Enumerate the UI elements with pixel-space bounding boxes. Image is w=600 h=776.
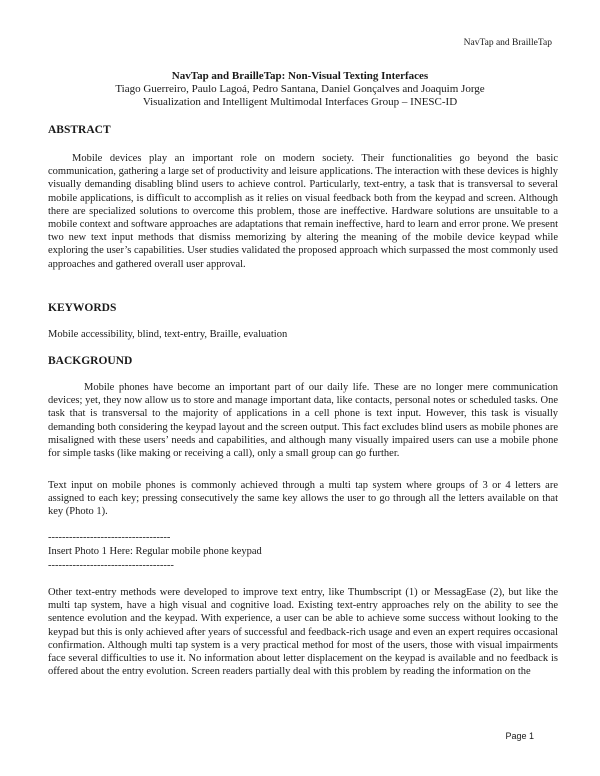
page-number: Page 1 [505,731,534,741]
separator-bottom: ------------------------------------ [48,560,174,571]
background-paragraph-1: Mobile phones have become an important part of our daily life. These are no longer mere communication devices; yet, they now allow us to store and manage important data, like contacts, personal notes or scheduled tasks. One task that is transversal to the majority of applications in a cell phone is text input. However, this task is visually demanding both considering the keypad layout and the screen output. This fact excludes blind users as mobile phones are misaligned with these users’ needs and capabilities, and although many visually impaired users can use a mobile phone for simple tasks (like making or receiving a call), only a small group can go further. [48,382,558,460]
running-head: NavTap and BrailleTap [463,38,552,48]
title-block [0,70,600,109]
authors: Tiago Guerreiro, Paulo Lagoá, Pedro Santana, Daniel Gonçalves and Joaquim Jorge [115,83,485,95]
keywords-heading: KEYWORDS [48,302,117,314]
background-paragraph-3: Other text-entry methods were developed to improve text entry, like Thumbscript (1) or MessagEase (2), but like the multi tap system, have a high visual and cognitive load. Existing text-entry approaches rely on the ability to see the sentence evolution and the keypad. With experience, a user can be able to achieve some success without looking to the keypad but this is only achieved after years of successful and feedback-rich usage and even an expert requires occasional confirmation. Although multi tap system is a very practical method for most of the users, those with visual impairments face several difficulties to use it. No information about letter displacement on the keypad is available and no feedback is offered about the entry evolution. Screen readers partially deal with this problem by reading the information on the [48,587,558,678]
affiliation: Visualization and Intelligent Multimodal Interfaces Group – INESC-ID [142,96,458,108]
paper-title: NavTap and BrailleTap: Non-Visual Texting Interfaces [171,70,429,82]
abstract-heading: ABSTRACT [48,124,111,136]
abstract-text: Mobile devices play an important role on modern society. Their functionalities go beyond the basic communication, gathering a large set of productivity and leisure applications. The interaction with these devices is highly visually demanding disabling blind users to achieve control. Particularly, text-entry, a task that is transversal to several mobile applications, is difficult to accomplish as it relies on visual feedback both from the keypad and screen. Although there are specialized solutions to overcome this problem, those are ineffective. Hardware solutions are unsuitable to a mobile context and software approaches are adaptations that remain ineffective, hard to learn and error prone. We present two new text input methods that dismiss memorizing by altering the meaning of the mobile device keypad while exploring the user’s capabilities. User studies validated the proposed approach which surpassed the most commonly used approaches and gathered overall user approval. [48,153,558,270]
keywords-text: Mobile accessibility, blind, text-entry, Braille, evaluation [48,329,288,340]
photo-placeholder: Insert Photo 1 Here: Regular mobile phone keypad [48,546,262,557]
background-heading: BACKGROUND [48,355,133,367]
background-paragraph-2: Text input on mobile phones is commonly achieved through a multi tap system where groups of 3 or 4 letters are assigned to each key; pressing consecutively the same key allows the user to go through all the letters available on that key (Photo 1). [48,480,558,518]
separator-top: ----------------------------------- [48,532,171,543]
